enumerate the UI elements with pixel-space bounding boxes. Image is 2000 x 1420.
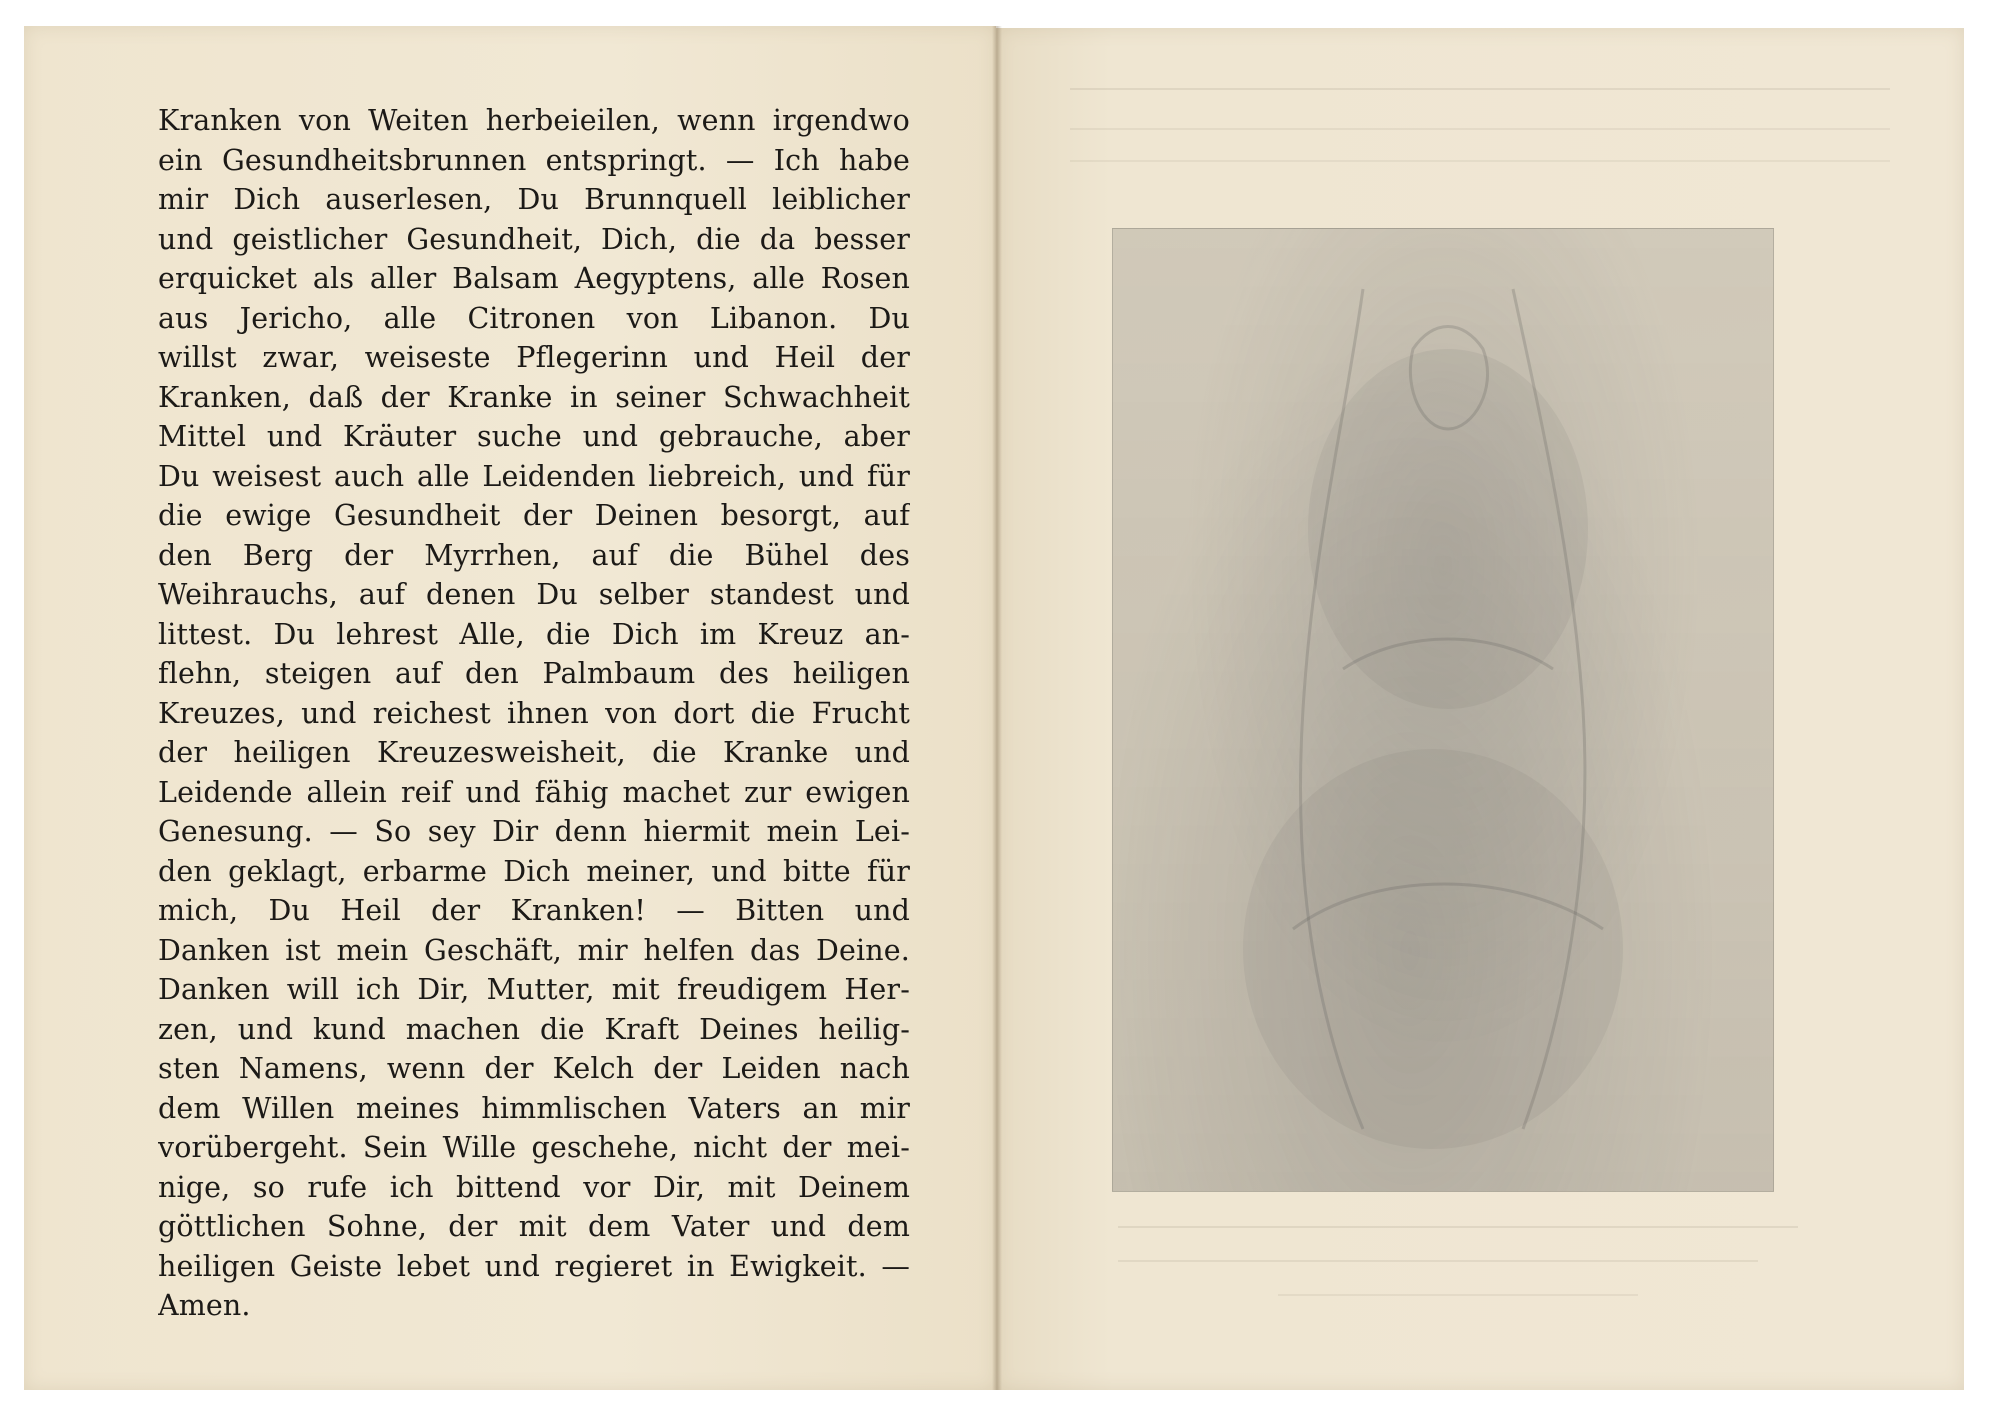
show-through-line (1070, 160, 1890, 170)
text-line: littest. Du lehrest Alle, die Dich im Kreuz an- (158, 617, 910, 651)
text-line: Danken will ich Dir, Mutter, mit freudigem Her- (158, 973, 910, 1006)
text-line: sten Namens, wenn der Kelch der Leiden nach (158, 1052, 910, 1085)
text-line: zen, und kund machen die Kraft Deines heilig- (158, 1012, 910, 1046)
text-line: willst zwar, weiseste Pflegerinn und Heil der (158, 341, 910, 374)
text-line: Weihrauchs, auf denen Du selber standest und (158, 578, 910, 611)
text-line: die ewige Gesundheit der Deinen besorgt, auf (158, 499, 910, 532)
text-line: den geklagt, erbarme Dich meiner, und bitte für (158, 854, 910, 888)
text-line: mich, Du Heil der Kranken! — Bitten und (158, 894, 910, 927)
text-line: dem Willen meines himmlischen Vaters an mir (158, 1091, 910, 1125)
text-line: Du weisest auch alle Leidenden liebreich, und für (158, 459, 910, 493)
text-line: göttlichen Sohne, der mit dem Vater und dem (158, 1210, 910, 1243)
text-line: Mittel und Kräuter suche und gebrauche, aber (158, 420, 910, 453)
show-through-line (1070, 88, 1890, 98)
text-line: Leidende allein reif und fähig machet zur ewigen (158, 775, 910, 809)
text-line: Genesung. — So sey Dir denn hiermit mein Lei- (158, 815, 910, 848)
show-through-engraving (1112, 228, 1774, 1192)
text-line: vorübergeht. Sein Wille geschehe, nicht der mei- (158, 1131, 910, 1164)
text-line: ein Gesundheitsbrunnen entspringt. — Ich habe (158, 143, 910, 177)
text-line: Danken ist mein Geschäft, mir helfen das Deine. (158, 933, 910, 967)
engraving-shapes (1113, 229, 1773, 1191)
text-line: und geistlicher Gesundheit, Dich, die da besser (158, 222, 910, 256)
text-line: erquicket als aller Balsam Aegyptens, alle Rosen (158, 262, 910, 295)
text-line: flehn, steigen auf den Palmbaum des heiligen (158, 657, 910, 690)
text-line: aus Jericho, alle Citronen von Libanon. Du (158, 301, 910, 335)
center-fold (992, 26, 1002, 1390)
caption-ghost-line (1278, 1262, 1638, 1296)
prayer-text (158, 101, 910, 1326)
text-line: Kreuzes, und reichest ihnen von dort die Frucht (158, 696, 910, 730)
show-through-line (1070, 128, 1890, 138)
text-line: Amen. (158, 1289, 251, 1322)
text-line: Kranken, daß der Kranke in seiner Schwachheit (158, 380, 910, 414)
caption-ghost-line (1118, 1228, 1758, 1262)
text-line: den Berg der Myrrhen, auf die Bühel des (158, 538, 910, 572)
text-line: heiligen Geiste lebet und regieret in Ewigkeit. — (158, 1249, 910, 1283)
show-through-caption (1118, 1194, 1818, 1296)
text-line: der heiligen Kreuzesweisheit, die Kranke und (158, 736, 910, 769)
text-line: mir Dich auserlesen, Du Brunnquell leiblicher (158, 183, 910, 216)
text-line: nige, so rufe ich bittend vor Dir, mit Deinem (158, 1170, 910, 1204)
engraving-shade (1308, 349, 1588, 709)
text-line: Kranken von Weiten herbeieilen, wenn irgendwo (158, 104, 910, 137)
engraving-shade (1243, 749, 1623, 1149)
caption-ghost-line (1118, 1194, 1798, 1228)
